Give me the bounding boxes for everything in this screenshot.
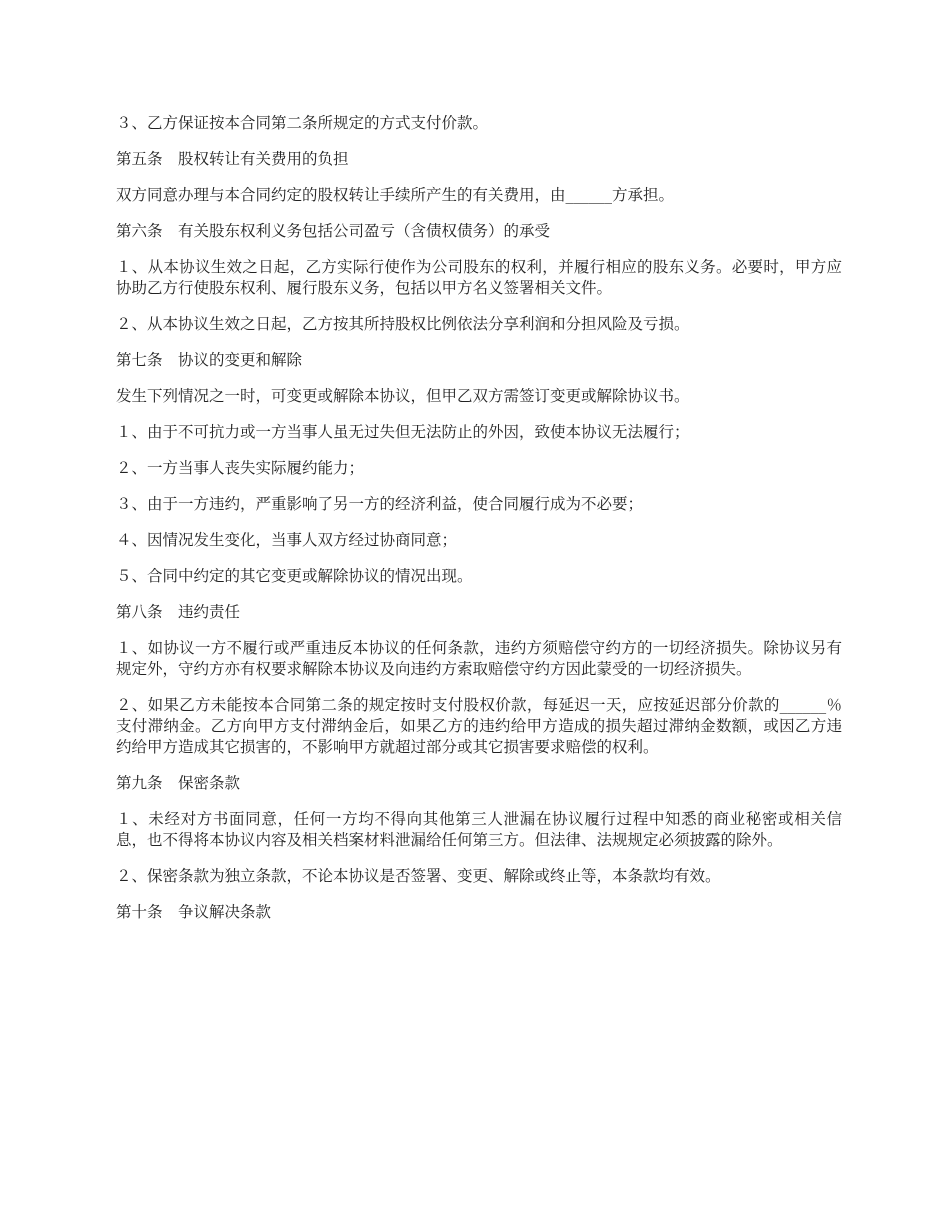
clause-paragraph: ２、如果乙方未能按本合同第二条的规定按时支付股权价款，每延迟一天，应按延迟部分价款的______％支付滞纳金。乙方向甲方支付滞纳金后，如果乙方的违约给甲方造成的损失超过滞纳金数额，或因乙方违约给甲方造成其它损害的，不影响甲方就超过部分或其它损害要求赔偿的权利。: [116, 696, 842, 756]
article-heading: 第五条 股权转让有关费用的负担: [116, 150, 349, 168]
clause-paragraph: １、从本协议生效之日起，乙方实际行使作为公司股东的权利，并履行相应的股东义务。必要时，甲方应协助乙方行使股东权利、履行股东义务，包括以甲方名义签署相关文件。: [116, 258, 842, 297]
clause-paragraph: １、未经对方书面同意，任何一方均不得向其他第三人泄漏在协议履行过程中知悉的商业秘密或相关信息，也不得将本协议内容及相关档案材料泄漏给任何第三方。但法律、法规规定必须披露的除外。: [116, 810, 842, 849]
document-page: [116, 113, 842, 938]
clause-paragraph: ３、乙方保证按本合同第二条所规定的方式支付价款。: [116, 114, 489, 132]
clause-paragraph: ２、保密条款为独立条款，不论本协议是否签署、变更、解除或终止等，本条款均有效。: [116, 867, 721, 885]
clause-paragraph: ５、合同中约定的其它变更或解除协议的情况出现。: [116, 567, 473, 585]
clause-paragraph: 双方同意办理与本合同约定的股权转让手续所产生的有关费用，由______方承担。: [116, 186, 675, 204]
article-heading: 第九条 保密条款: [116, 774, 241, 792]
clause-paragraph: ４、因情况发生变化，当事人双方经过协商同意；: [116, 531, 458, 549]
clause-paragraph: ２、从本协议生效之日起，乙方按其所持股权比例依法分享利润和分担风险及亏损。: [116, 315, 690, 333]
article-heading: 第八条 违约责任: [116, 603, 241, 621]
clause-paragraph: １、如协议一方不履行或严重违反本协议的任何条款，违约方须赔偿守约方的一切经济损失。除协议另有规定外，守约方亦有权要求解除本协议及向违约方索取赔偿守约方因此蒙受的一切经济损失。: [116, 639, 842, 678]
clause-paragraph: ３、由于一方违约，严重影响了另一方的经济利益，使合同履行成为不必要；: [116, 495, 644, 513]
article-heading: 第六条 有关股东权利义务包括公司盈亏（含债权债务）的承受: [116, 222, 551, 240]
clause-paragraph: １、由于不可抗力或一方当事人虽无过失但无法防止的外因，致使本协议无法履行；: [116, 423, 690, 441]
clause-paragraph: 发生下列情况之一时，可变更或解除本协议，但甲乙双方需签订变更或解除协议书。: [116, 387, 690, 405]
article-heading: 第七条 协议的变更和解除: [116, 351, 303, 369]
clause-paragraph: ２、一方当事人丧失实际履约能力；: [116, 459, 365, 477]
article-heading: 第十条 争议解决条款: [116, 903, 272, 921]
